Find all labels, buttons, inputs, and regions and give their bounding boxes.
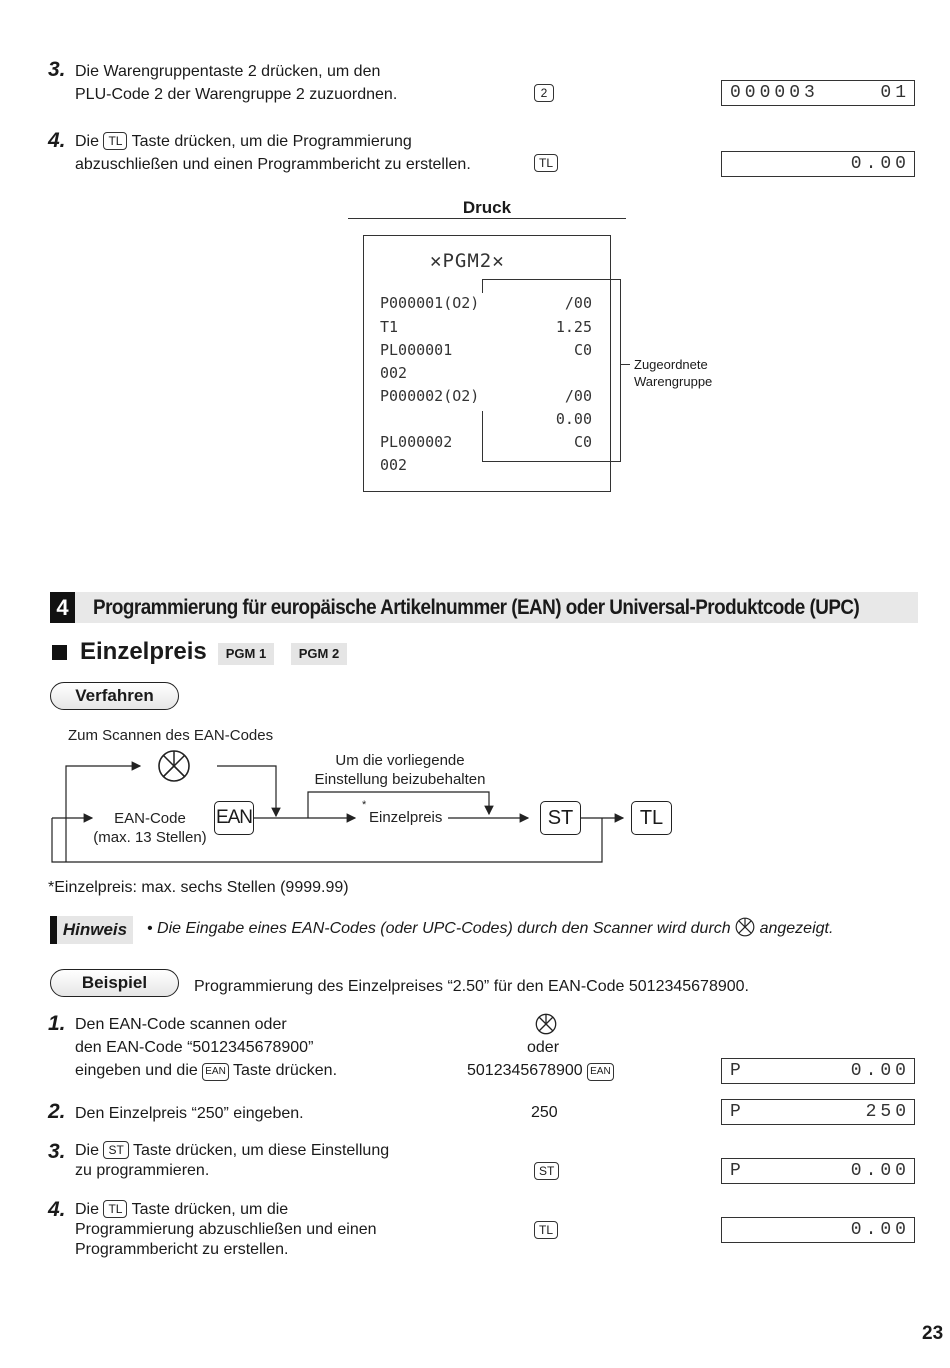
section-number: 4 [50, 592, 75, 623]
register-display: P 250 [721, 1099, 915, 1125]
page-number: 23 [922, 1323, 944, 1344]
beispiel-label: Beispiel [50, 969, 179, 997]
step-number: 4. [48, 1198, 66, 1221]
ean-code-label: EAN-Code (max. 13 Stellen) [93, 810, 207, 846]
key-st: ST [103, 1141, 128, 1159]
key-ean: EAN [202, 1063, 229, 1081]
step-text: Die TL Taste drücken, um die Programmierung abzuschließen und einen Programmbericht zu erstellen. [75, 1201, 377, 1258]
einzelpreis-label: Einzelpreis [369, 809, 443, 826]
or-label: oder [527, 1039, 560, 1056]
step-text: Die ST Taste drücken, um diese Einstellung zu programmieren. [75, 1142, 390, 1179]
key-tl: TL [534, 154, 558, 173]
keep-setting-label: Um die vorliegende Einstellung beizubehalten [314, 752, 486, 788]
register-display: 0.00 [721, 1217, 915, 1243]
step-number: 4. [48, 129, 66, 152]
key-tl: TL [534, 1221, 558, 1240]
receipt-line-left: PL000002 [380, 433, 453, 451]
subsection-title: Einzelpreis [80, 638, 207, 665]
step-text: Den Einzelpreis “250” eingeben. [75, 1105, 304, 1122]
key-tl: TL [103, 1200, 127, 1218]
callout: Zugeordnete Warengruppe [634, 357, 713, 389]
receipt-line-right: C0 [573, 341, 592, 359]
receipt-title: ✕PGM2✕ [430, 250, 505, 272]
price-input: 250 [531, 1104, 558, 1121]
hinweis-bar [50, 916, 57, 944]
tl-key: TL [631, 801, 672, 835]
step-number: 1. [48, 1012, 66, 1035]
ean-key: EAN [214, 801, 254, 835]
receipt-line-left: T1 [380, 318, 399, 336]
scan-label: Zum Scannen des EAN-Codes [68, 727, 274, 744]
receipt-line-right: /00 [564, 387, 592, 405]
key-2: 2 [534, 84, 554, 103]
receipt-line-right: C0 [573, 433, 592, 451]
verfahren-label: Verfahren [50, 682, 179, 710]
key-st: ST [534, 1162, 559, 1181]
register-display: P 0.00 [721, 1058, 915, 1084]
receipt-line-left: P000001(O2) [380, 294, 480, 312]
ean-input: 5012345678900 EAN [467, 1062, 614, 1081]
receipt-line-left: 002 [380, 456, 408, 474]
receipt-line-left: P000002(O2) [380, 387, 480, 405]
badge-pgm1: PGM 1 [218, 643, 274, 665]
key-tl: TL [103, 132, 127, 150]
st-key: ST [540, 801, 581, 835]
register-display: P 0.00 [721, 1158, 915, 1184]
section-title: Programmierung für europäische Artikelnummer (EAN) oder Universal-Produktcode (UPC) [93, 596, 860, 619]
step-number: 2. [48, 1100, 66, 1123]
receipt-line-right: /00 [564, 294, 592, 312]
hinweis-label: Hinweis [57, 916, 133, 944]
step-line: Die Warengruppentaste 2 drücken, um den [75, 63, 381, 80]
footnote: *Einzelpreis: max. sechs Stellen (9999.99) [48, 879, 349, 896]
footnote-star: * [362, 799, 367, 811]
scanner-cross-icon [157, 749, 191, 783]
step-text: Die TL Taste drücken, um die Programmierung abzuschließen und einen Programmbericht zu erstellen. [75, 133, 471, 173]
hinweis-text: • Die Eingabe eines EAN-Codes (oder UPC-Codes) durch den Scanner wird durch angezeigt. [147, 917, 833, 938]
badge-pgm2: PGM 2 [291, 643, 347, 665]
display-right: 01 [880, 83, 910, 103]
receipt-line-right: 0.00 [555, 410, 592, 428]
step-number: 3. [48, 1140, 66, 1163]
step-line: PLU-Code 2 der Warengruppe 2 zuzuordnen. [75, 86, 398, 103]
receipt-line-right: 1.25 [555, 318, 592, 336]
scanner-cross-icon [535, 1013, 557, 1035]
step-number: 3. [48, 58, 66, 81]
receipt-line-left: PL000001 [380, 341, 453, 359]
scanner-cross-icon [735, 917, 755, 937]
display-left: 000003 [730, 83, 819, 103]
step-text: Den EAN-Code scannen oder den EAN-Code “5012345678900” eingeben und die EAN Taste drücken. [75, 1016, 338, 1079]
display-right: 0.00 [850, 154, 910, 174]
receipt-line-left: 002 [380, 364, 408, 382]
druck-label: Druck [462, 198, 512, 217]
key-ean: EAN [587, 1063, 614, 1081]
beispiel-text: Programmierung des Einzelpreises “2.50” für den EAN-Code 5012345678900. [194, 978, 749, 995]
